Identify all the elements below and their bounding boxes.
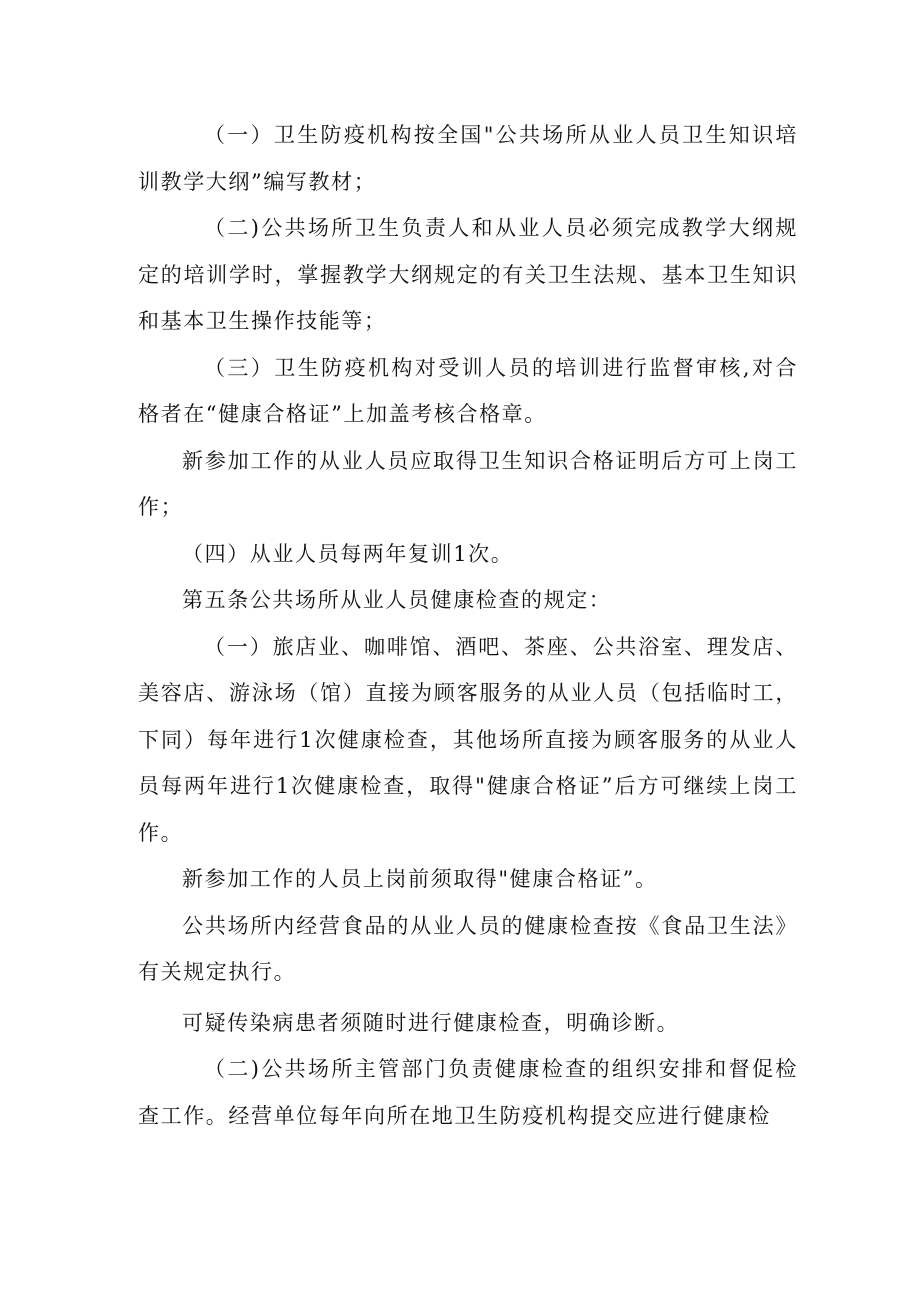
paragraph-training-materials: （一）卫生防疫机构按全国"公共场所从业人员卫生知识培训教学大纲”编写教材； (138, 123, 798, 194)
paragraph-supervision: （二)公共场所主管部门负责健康检查的组织安排和督促检查工作。经营单位每年向所在地卫生防疫机构提交应进行健康检 (138, 1057, 798, 1128)
paragraph-training-hours: （二)公共场所卫生负责人和从业人员必须完成教学大纲规定的培训学时，掌握教学大纲规定的有关卫生法规、基本卫生知识和基本卫生操作技能等； (138, 216, 798, 333)
paragraph-health-check-frequency: （一）旅店业、咖啡馆、酒吧、茶座、公共浴室、理发店、美容店、游泳场（馆）直接为顾客服务的从业人员（包括临时工，下同）每年进行1次健康检查，其他场所直接为顾客服务的从业人员每两年进行1次健康检查，取得"健康合格证”后方可继续上岗工作。 (138, 634, 798, 845)
paragraph-retraining: （四）从业人员每两年复训1次。 (182, 541, 514, 566)
document-page (138, 112, 798, 1139)
paragraph-article-five-heading: 第五条公共场所从业人员健康检查的规定： (182, 588, 612, 612)
paragraph-new-staff-health-cert: 新参加工作的人员上岗前须取得"健康合格证”。 (182, 867, 658, 891)
paragraph-suspected-infection: 可疑传染病患者须随时进行健康检查，明确诊断。 (182, 1010, 680, 1035)
paragraph-new-staff-knowledge: 新参加工作的从业人员应取得卫生知识合格证明后方可上岗工作； (138, 448, 798, 519)
paragraph-food-staff: 公共场所内经营食品的从业人员的健康检查按《食品卫生法》有关规定执行。 (138, 913, 798, 984)
paragraph-training-audit: （三）卫生防疫机构对受训人员的培训进行监督审核,对合格者在“健康合格证”上加盖考核合格章。 (138, 355, 798, 426)
